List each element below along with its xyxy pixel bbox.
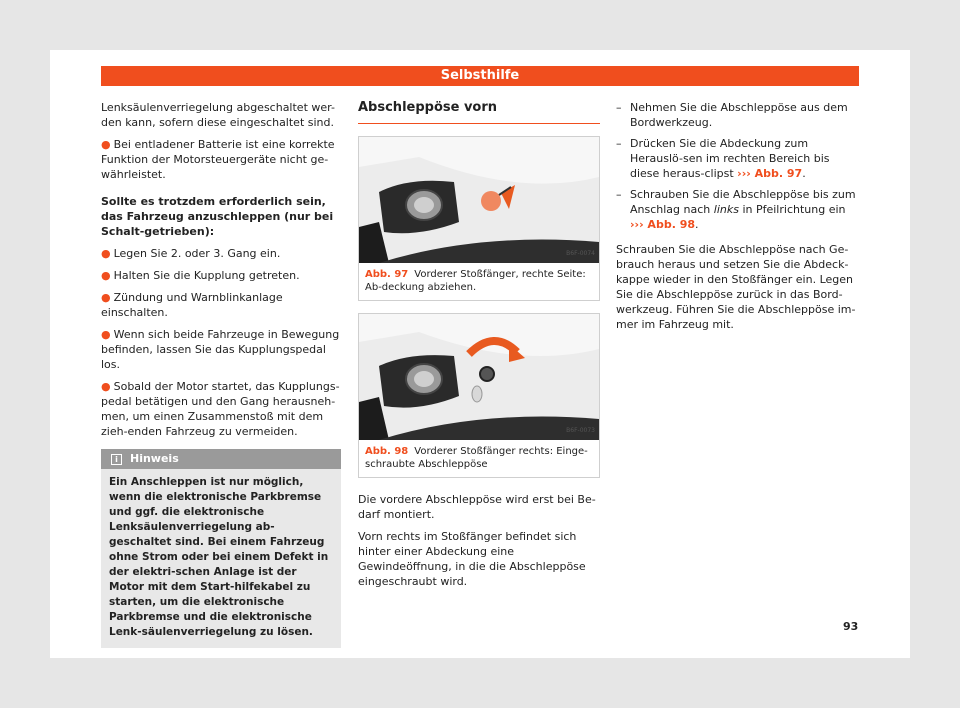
bullet-text: Legen Sie 2. oder 3. Gang ein. bbox=[113, 247, 281, 260]
bullet-icon: ● bbox=[101, 380, 111, 393]
bullet-item bbox=[101, 379, 341, 439]
figure-reference-link[interactable]: ››› Abb. 98 bbox=[630, 218, 696, 231]
figure-reference-link[interactable]: ››› Abb. 97 bbox=[737, 167, 803, 180]
info-icon: i bbox=[111, 454, 122, 465]
chapter-header: Selbsthilfe bbox=[101, 66, 859, 86]
bullet-icon: ● bbox=[101, 269, 111, 282]
step-text: Nehmen Sie die Abschleppöse aus dem Bordwerkzeug. bbox=[630, 101, 848, 129]
step-text: Schrauben Sie die Abschleppöse bis zum Anschlag nach bbox=[630, 188, 856, 216]
paragraph: Schrauben Sie die Abschleppöse nach Ge-brauch heraus und setzen Sie die Abdeck-kappe wieder in den Stoßfänger ein. Legen Sie die Abschleppöse zurück in das Bord-werkzeug. Führen Sie die Abschleppöse im-mer im Fahrzeug mit. bbox=[616, 243, 856, 331]
bullet-icon: ● bbox=[101, 247, 111, 260]
bullet-item bbox=[101, 137, 341, 182]
figure-code: B6F-0074 bbox=[566, 250, 595, 257]
section-title: Abschleppöse vorn bbox=[358, 100, 600, 124]
page-number: 93 bbox=[843, 620, 859, 633]
figure-label: Abb. 97 bbox=[365, 269, 409, 280]
caption-text: Vorderer Stoßfänger rechts: Einge-schraubte Abschleppöse bbox=[365, 446, 588, 470]
bullet-item bbox=[101, 246, 341, 261]
paragraph: Lenksäulenverriegelung abgeschaltet wer-den kann, sofern diese eingeschaltet sind. bbox=[101, 101, 335, 129]
note-title: Hinweis bbox=[130, 452, 179, 465]
subheading: Sollte es trotzdem erforderlich sein, das Fahrzeug anzuschleppen (nur bei Schalt-getrieben): bbox=[101, 195, 334, 238]
step-item: – Drücken Sie die Abdeckung zum Herauslö-sen im rechten Bereich bis diese heraus-clipst ››› Abb. 97. bbox=[616, 137, 830, 180]
step-text: in Pfeilrichtung ein bbox=[742, 203, 846, 216]
emphasis-text: links bbox=[713, 203, 739, 216]
towing-eye-illustration bbox=[359, 314, 599, 440]
bullet-item bbox=[101, 290, 341, 320]
bullet-text: Zündung und Warnblinkanlage einschalten. bbox=[101, 291, 283, 319]
paragraph: Die vordere Abschleppöse wird erst bei Be-darf montiert. bbox=[358, 493, 596, 521]
caption-text: Vorderer Stoßfänger, rechte Seite: Ab-deckung abziehen. bbox=[365, 269, 586, 293]
bullet-text: Wenn sich beide Fahrzeuge in Bewegung befinden, lassen Sie das Kupplungspedal los. bbox=[101, 328, 340, 371]
figure-caption bbox=[359, 440, 599, 477]
column-middle bbox=[358, 100, 600, 596]
figure-image bbox=[359, 314, 599, 440]
column-right bbox=[616, 100, 860, 339]
paragraph: Vorn rechts im Stoßfänger befindet sich hinter einer Abdeckung eine Gewindeöffnung, in die die Abschleppöse eingeschraubt wird. bbox=[358, 530, 586, 588]
step-item: – Nehmen Sie die Abschleppöse aus dem Bordwerkzeug. bbox=[616, 100, 860, 130]
step-item: – Schrauben Sie die Abschleppöse bis zum Anschlag nach links in Pfeilrichtung ein ››› Abb. 98. bbox=[616, 188, 856, 231]
note-box bbox=[101, 449, 341, 648]
bullet-icon: ● bbox=[101, 328, 111, 341]
bumper-illustration bbox=[359, 137, 599, 263]
bullet-text: Sobald der Motor startet, das Kupplungs-pedal betätigen und den Gang herausneh-men, um einen Zusammenstoß mit dem zieh-enden Fahrzeug zu vermeiden. bbox=[101, 380, 340, 438]
bullet-icon: ● bbox=[101, 138, 111, 151]
bullet-item bbox=[101, 327, 341, 372]
bullet-text: Halten Sie die Kupplung getreten. bbox=[113, 269, 300, 282]
step-text: Drücken Sie die Abdeckung zum Herauslö-sen im rechten Bereich bis diese heraus-clipst bbox=[630, 137, 830, 180]
figure-caption bbox=[359, 263, 599, 300]
bullet-item bbox=[101, 268, 341, 283]
figure-code: B6F-0073 bbox=[566, 427, 595, 434]
figure-98 bbox=[358, 313, 600, 478]
figure-97 bbox=[358, 136, 600, 301]
figure-image bbox=[359, 137, 599, 263]
bullet-text: Bei entladener Batterie ist eine korrekte Funktion der Motorsteuergeräte nicht ge-währleistet. bbox=[101, 138, 335, 181]
note-header bbox=[101, 449, 341, 469]
column-left bbox=[101, 100, 341, 648]
figure-label: Abb. 98 bbox=[365, 446, 409, 457]
bullet-icon: ● bbox=[101, 291, 111, 304]
note-text: Ein Anschleppen ist nur möglich, wenn die elektronische Parkbremse und ggf. die elektronische Lenksäulenverriegelung ab-geschaltet sind. Bei einem Fahrzeug ohne Strom oder bei einem Defekt in der elektri-schen Anlage ist der Motor mit dem Start-hilfekabel zu starten, um die elektronische Parkbremse und die elektronische Lenk-säulenverriegelung zu lösen. bbox=[109, 476, 329, 638]
